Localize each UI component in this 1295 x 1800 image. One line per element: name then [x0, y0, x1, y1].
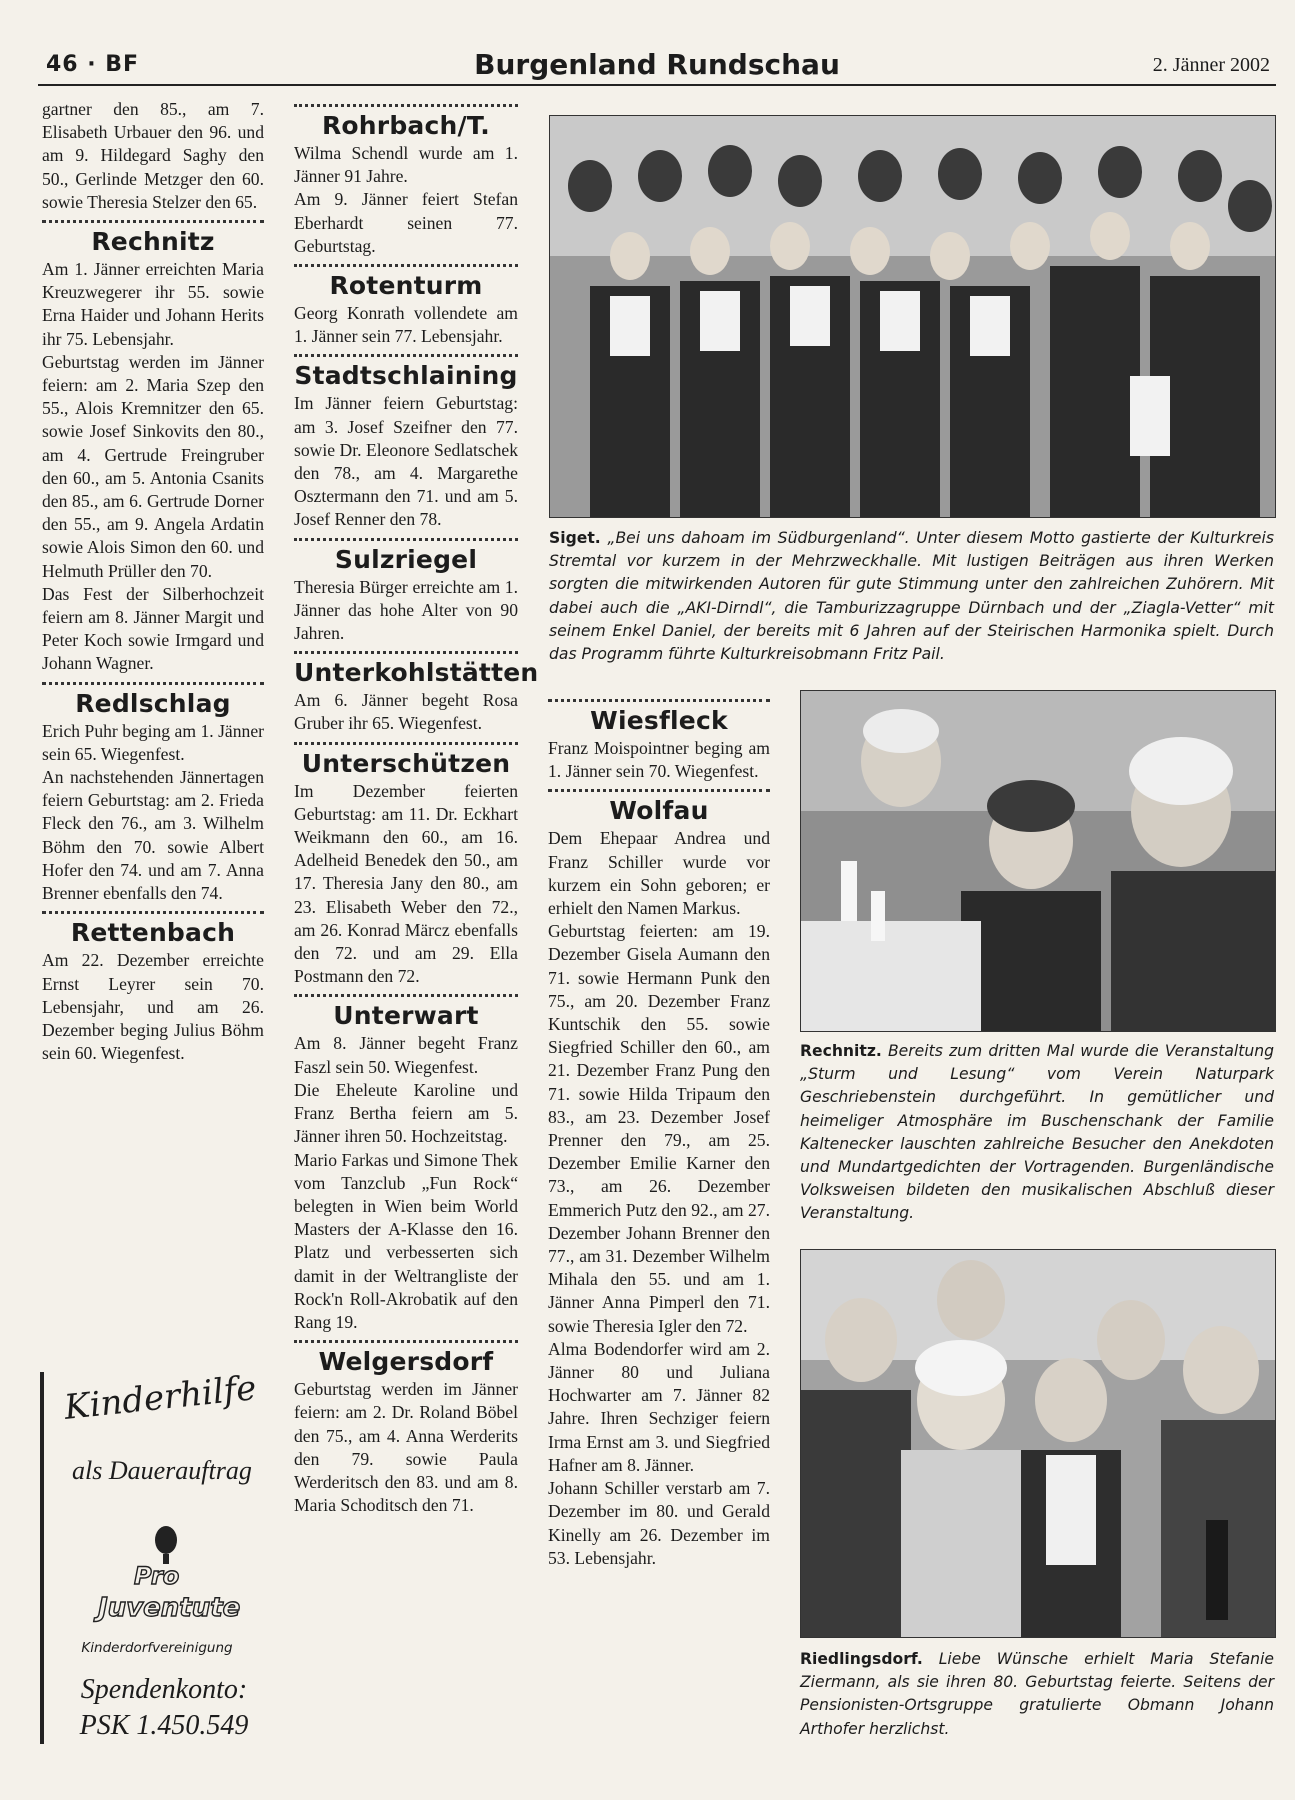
page-number: 46 · BF — [46, 52, 140, 77]
column-3 — [548, 693, 770, 1574]
section-divider — [294, 538, 518, 541]
photo-riedlingsdorf — [800, 1249, 1276, 1638]
section-continued — [42, 98, 264, 214]
section-unterkohlstätten — [294, 651, 539, 735]
paragraph: Erich Puhr beging am 1. Jänner sein 65. Wiegenfest. — [42, 720, 264, 764]
section-divider — [294, 994, 518, 997]
section-divider — [294, 354, 518, 357]
paragraph: Geburtstag werden im Jänner feiern: am 2. Dr. Roland Böbel den 75., am 4. Anna Werderits den 79. sowie Paula Werderitsch den 83. und am 8. Maria Schoditsch den 71. — [294, 1379, 518, 1516]
paragraph: Theresia Bürger erreichte am 1. Jänner das hohe Alter von 90 Jahren. — [294, 576, 518, 644]
paragraph: Mario Farkas und Simone Thek vom Tanzclub „Fun Rock“ belegten in Wien beim World Masters der A-Klasse den 16. Platz und verbesserten sich damit in der Weltrangliste der Rock'n Roll-Akrobatik auf den Rang 19. — [294, 1149, 518, 1332]
section-wiesfleck — [548, 699, 770, 783]
paragraph: gartner den 85., am 7. Elisabeth Urbauer den 96. und am 9. Hildegard Saghy den 50., Gerlinde Metzger den 60. sowie Theresia Stelzer den 65. — [42, 99, 264, 212]
section-heading: Wiesfleck — [590, 706, 728, 735]
photo-siget-group — [549, 115, 1276, 518]
caption-text: Bereits zum dritten Mal wurde die Veranstaltung „Sturm und Lesung“ vom Verein Naturpark Geschriebenstein durchgeführt. In gemütlicher und heimeliger Atmosphäre im Buschenschank der Familie Kaltenecker lauschten zahlreiche Besucher den Anekdoten und Mundartgedichten der Vortragenden. Burgenländische Volksweisen bildeten den musikalischen Abschluß dieser Veranstaltung. — [800, 1042, 1274, 1223]
paragraph: An nachstehenden Jännertagen feiern Geburtstag: am 2. Frieda Fleck den 76., am 3. Wilhelm Böhm den 70. sowie Albert Hofer den 74. und am 7. Anna Brenner ebenfalls den 74. — [42, 767, 264, 904]
caption-place: Riedlingsdorf. — [800, 1650, 923, 1668]
caption-text: Liebe Wünsche erhielt Maria Stefanie Ziermann, als sie ihren 80. Geburtstag feierte. Seitens der Pensionisten-Ortsgruppe gratulierte Obmann Johann Arthofer herzlichst. — [800, 1650, 1274, 1738]
photo-rechnitz — [800, 690, 1276, 1032]
section-heading: Rotenturm — [329, 271, 483, 301]
section-rohrbach-t — [294, 104, 518, 258]
section-divider — [294, 264, 518, 267]
caption-text: „Bei uns dahoam im Südburgenland“. Unter diesem Motto gastierte der Kulturkreis Stremtal vor kurzem in der Mehrzweckhalle. Mit lustigen Beiträgen aus ihren Werken sorgten die mitwirkenden Autoren für gute Stimmung unter den zahlreichen Zuhörern. Mit dabei auch die „AKI-Dirndl“, die Tamburizzagruppe Dürnbach und der „Ziagla-Vetter“ mit seinem Enkel Daniel, der bereits mit 6 Jahren auf der Steirischen Harmonika spielt. Durch das Programm führte Kulturkreisobmann Fritz Pail. — [549, 529, 1274, 664]
caption-riedlingsdorf — [800, 1648, 1274, 1741]
paragraph: Alma Bodendorfer wird am 2. Jänner 80 und Juliana Hochwarter am 7. Jänner 82 Jahre. Ihren Sechziger feiern Irma Ernst am 3. und Siegfried Hafner am 8. Jänner. — [548, 1338, 770, 1475]
section-rotenturm — [294, 264, 518, 348]
paragraph: Georg Konrath vollendete am 1. Jänner sein 77. Lebensjahr. — [294, 303, 518, 347]
section-heading: Welgersdorf — [318, 1347, 494, 1377]
section-unterschützen — [294, 742, 518, 989]
caption-rechnitz — [800, 1040, 1274, 1226]
logo-word-bottom: Juventute — [98, 1593, 241, 1623]
section-divider — [548, 789, 770, 792]
section-heading: Sulzriegel — [334, 544, 478, 574]
section-heading: Stadtschlaining — [294, 361, 518, 391]
section-divider — [42, 911, 264, 914]
paragraph: Am 9. Jänner feiert Stefan Eberhardt seinen 77. Geburtstag. — [294, 189, 518, 256]
page-header — [38, 44, 1276, 86]
kinderhilfe-ad — [40, 1368, 270, 1744]
section-heading: Rechnitz — [91, 227, 215, 257]
section-heading: Unterkohlstätten — [294, 658, 539, 688]
ad-organisation: Kinderdorfvereinigung — [81, 1640, 233, 1656]
paragraph: Am 1. Jänner erreichten Maria Kreuzwegerer ihr 55. sowie Erna Haider und Johann Herits ihr 75. Lebensjahr. — [42, 259, 264, 349]
ad-subtitle: als Dauerauftrag — [72, 1456, 252, 1485]
section-heading: Redlschlag — [75, 688, 231, 718]
logo-word-top: Pro — [134, 1562, 180, 1590]
section-heading: Unterwart — [333, 1001, 479, 1031]
section-wolfau — [548, 789, 770, 1570]
paragraph: Im Dezember feierten Geburtstag: am 11. Dr. Eckhart Weikmann den 60., am 16. Adelheid Benedek den 50., am 17. Theresia Jany den 80., am 23. Elisabeth Weber den 72., am 26. Konrad Märcz ebenfalls den 72. und am 29. Ella Postmann den 72. — [294, 780, 518, 987]
section-divider — [294, 104, 518, 107]
caption-place: Siget. — [549, 529, 601, 547]
ad-account — [64, 1672, 264, 1744]
paragraph: Franz Moispointner beging am 1. Jänner sein 70. Wiegenfest. — [548, 738, 770, 782]
paragraph: Am 22. Dezember erreichte Ernst Leyrer sein 70. Lebensjahr, und am 26. Dezember beging Julius Böhm sein 60. Wiegenfest. — [42, 950, 264, 1064]
section-divider — [42, 682, 264, 685]
newspaper-title: Burgenland Rundschau — [474, 48, 840, 81]
section-divider — [294, 1340, 518, 1343]
section-rettenbach — [42, 911, 264, 1065]
section-divider — [42, 220, 264, 223]
paragraph: Am 6. Jänner begeht Rosa Gruber ihr 65. Wiegenfest. — [294, 690, 518, 734]
section-heading: Unterschützen — [301, 748, 511, 778]
section-heading: Rohrbach/T. — [321, 111, 491, 140]
caption-siget — [549, 527, 1274, 666]
paragraph: Im Jänner feiern Geburtstag: am 3. Josef Szeifner den 77. sowie Dr. Eleonore Sedlatschek den 78., am 4. Margarethe Osztermann den 71. und am 5. Josef Renner den 78. — [294, 393, 518, 530]
section-heading: Rettenbach — [70, 918, 236, 948]
column-2 — [294, 98, 539, 1521]
section-sulzriegel — [294, 538, 518, 646]
section-divider — [294, 651, 518, 654]
paragraph: Geburtstag feierten: am 19. Dezember Gisela Aumann den 71. sowie Hermann Punk den 75., am 20. Dezember Franz Kuntschik den 55. sowie Siegfried Schiller den 60., am 21. Dezember Franz Pung den 71. sowie Hilda Tripaum den 83., am 23. Dezember Josef Prenner den 79., am 25. Dezember Emilie Karner den 73., am 26. Dezember Emmerich Putz den 92., am 27. Dezember Johann Brenner den 77., am 31. Dezember Wilhelm Mihala den 55. und am 1. Jänner Anna Pimperl den 71. sowie Theresia Igler den 72. — [548, 921, 770, 1336]
section-redlschlag — [42, 682, 264, 906]
section-unterwart — [294, 994, 518, 1334]
ad-account-number: PSK 1.450.549 — [79, 1710, 249, 1741]
paragraph: Die Eheleute Karoline und Franz Bertha feiern am 5. Jänner ihren 50. Hochzeitstag. — [294, 1079, 518, 1147]
section-heading: Wolfau — [609, 796, 709, 826]
column-1 — [42, 98, 264, 1069]
paragraph: Das Fest der Silberhochzeit feiern am 8. Jänner Margit und Peter Koch sowie Irmgard und Johann Wagner. — [42, 583, 264, 674]
paragraph: Dem Ehepaar Andrea und Franz Schiller wurde vor kurzem ein Sohn geboren; er erhielt den Namen Markus. — [548, 828, 770, 919]
paragraph: Wilma Schendl wurde am 1. Jänner 91 Jahre. — [294, 143, 518, 187]
section-rechnitz — [42, 220, 264, 676]
section-welgersdorf — [294, 1340, 518, 1517]
section-divider — [548, 699, 770, 702]
ad-script-title: Kinderhilfe — [62, 1368, 259, 1428]
ad-account-label: Spendenkonto: — [80, 1674, 248, 1705]
caption-place: Rechnitz. — [800, 1042, 882, 1060]
issue-date: 2. Jänner 2002 — [1152, 54, 1270, 76]
section-stadtschlaining — [294, 354, 518, 531]
paragraph: Geburtstag werden im Jänner feiern: am 2. Maria Szep den 55., Alois Kremnitzer den 65. sowie Josef Sinkovits den 80., am 4. Gertrude Freingruber den 60., am 5. Antonia Csanits den 85., am 6. Gertrude Dorner den 55., am 9. Angela Ardatin sowie Alois Simon den 60. und Helmuth Prüller den 70. — [42, 351, 264, 581]
section-divider — [294, 742, 518, 745]
paragraph: Johann Schiller verstarb am 7. Dezember im 80. und Gerald Kinelly am 26. Dezember im 53. Lebensjahr. — [548, 1478, 770, 1568]
paragraph: Am 8. Jänner begeht Franz Faszl sein 50. Wiegenfest. — [294, 1033, 518, 1077]
